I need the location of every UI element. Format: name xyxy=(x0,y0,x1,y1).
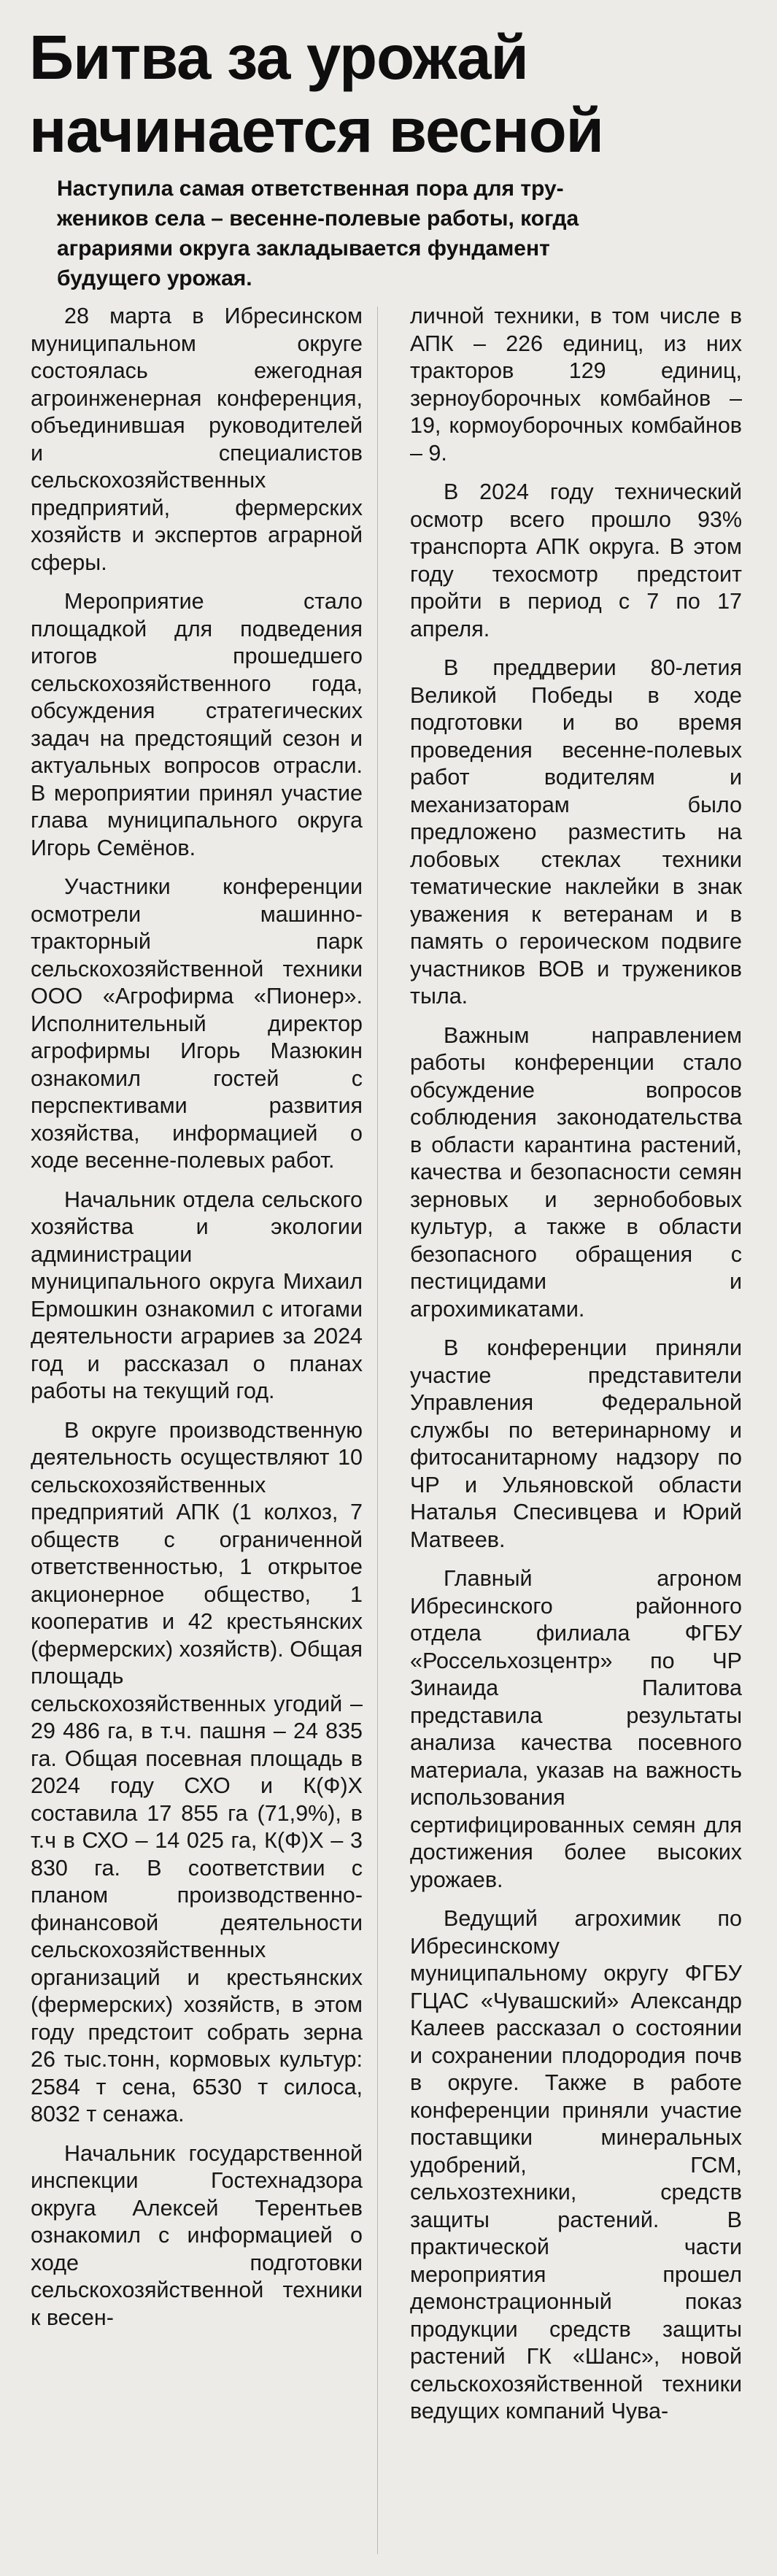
right-column xyxy=(410,303,742,2565)
paragraph: личной техники, в том числе в АПК – 226 единиц, из них тракторов 129 единиц, зерноуборочных комбайнов – 19, кормоуборочных комбайнов – 9. xyxy=(410,304,742,466)
paragraph: Участники конференции осмотрели машинно-тракторный парк сельскохозяйственной техники ООО «Агрофирма «Пионер». Исполнительный директор агрофирмы Игорь Мазюкин ознакомил гостей с перспективами развития хозяйства, информацией о ходе весенне-полевых работ. xyxy=(31,874,363,1173)
headline-line: Битва за урожай xyxy=(29,23,528,93)
lead-line: Наступила самая ответственная пора для тру- xyxy=(57,177,564,201)
paragraph: В преддверии 80-летия Великой Победы в ходе подготовки и во время проведения весенне-полевых работ водителям и механизаторам было предложено разместить на лобовых стеклах техники тематические наклейки в знак уважения к ветеранам и в память о героическом подвиге участников ВОВ и тружеников тыла. xyxy=(410,655,742,1009)
paragraph: Главный агроном Ибресинского районного отдела филиала ФГБУ «Россельхозцентр» по ЧР Зинаида Палитова представила результаты анализа качества посевного материала, указав на важность использования сертифицированных семян для достижения более высоких урожаев. xyxy=(410,1566,742,1892)
paragraph: В 2024 году технический осмотр всего прошло 93% транспорта АПК округа. В этом году техосмотр предстоит пройти в период с 7 по 17 апреля. xyxy=(410,479,742,641)
lead-line: жеников села – весенне-полевые работы, когда xyxy=(57,207,579,231)
article-lead xyxy=(57,174,724,293)
paragraph: В конференции приняли участие представители Управления Федеральной службы по ветеринарному и фитосанитарному надзору по ЧР и Ульяновской области Наталья Спесивцева и Юрий Матвеев. xyxy=(410,1335,742,1552)
paragraph: В округе производственную деятельность осуществляют 10 сельскохозяйственных предприятий АПК (1 колхоз, 7 обществ с ограниченной ответственностью, 1 открытое акционерное общество, 1 кооператив и 42 крестьянских (фермерских) хозяйств). Общая площадь сельскохозяйственных угодий – 29 486 га, в т.ч. пашня – 24 835 га. Общая посевная площадь в 2024 году СХО и К(Ф)Х составила 17 855 га (71,9%), в т.ч в СХО – 14 025 га, К(Ф)Х – 3 830 га. В соответствии с планом производственно-финансовой деятельности сельскохозяйственных организаций и крестьянских (фермерских) хозяйств, в этом году предстоит собрать зерна 26 тыс.тонн, кормовых культур: 2584 т сена, 6530 т силоса, 8032 т сенажа. xyxy=(31,1417,363,2126)
column-divider xyxy=(377,306,378,2554)
lead-line: аграриями округа закладывается фундамент xyxy=(57,236,550,261)
paragraph: Начальник отдела сельского хозяйства и экологии администрации муниципального округа Михаил Ермошкин ознакомил с итогами деятельности аграриев за 2024 год и рассказал о планах работы на текущий год. xyxy=(31,1187,363,1403)
paragraph: Важным направлением работы конференции стало обсуждение вопросов соблюдения законодательства в области карантина растений, качества и безопасности семян зерновых и зернобобовых культур, а также в области безопасного обращения с пестицидами и агрохимикатами. xyxy=(410,1022,742,1322)
lead-line: будущего урожая. xyxy=(57,266,252,290)
headline-line: начинается весной xyxy=(29,96,603,166)
article-headline xyxy=(29,22,759,168)
paragraph: Начальник государственной инспекции Гостехнадзора округа Алексей Терентьев ознакомил с информацией о ходе подготовки сельскохозяйственной техники к весен- xyxy=(31,2140,363,2330)
paragraph: Ведущий агрохимик по Ибресинскому муниципальному округу ФГБУ ГЦАС «Чувашский» Александр Калеев рассказал о состоянии и сохранении плодородия почв в округе. Также в работе конференции приняли участие поставщики минеральных удобрений, ГСМ, сельхозтехники, средств защиты растений. В практической части мероприятия прошел демонстрационный показ продукции средств защиты растений ГК «Шанс», новой сельскохозяйственной техники ведущих компаний Чува- xyxy=(410,1906,742,2423)
left-column xyxy=(31,303,363,2565)
paragraph: 28 марта в Ибресинском муниципальном округе состоялась ежегодная агроинженерная конференция, объединившая руководителей и специалистов сельскохозяйственных предприятий, фермерских хозяйств и экспертов аграрной сферы. xyxy=(31,304,363,575)
paragraph: Мероприятие стало площадкой для подведения итогов прошедшего сельскохозяйственного года, обсуждения стратегических задач на предстоящий сезон и актуальных вопросов отрасли. В мероприятии принял участие глава муниципального округа Игорь Семёнов. xyxy=(31,589,363,860)
